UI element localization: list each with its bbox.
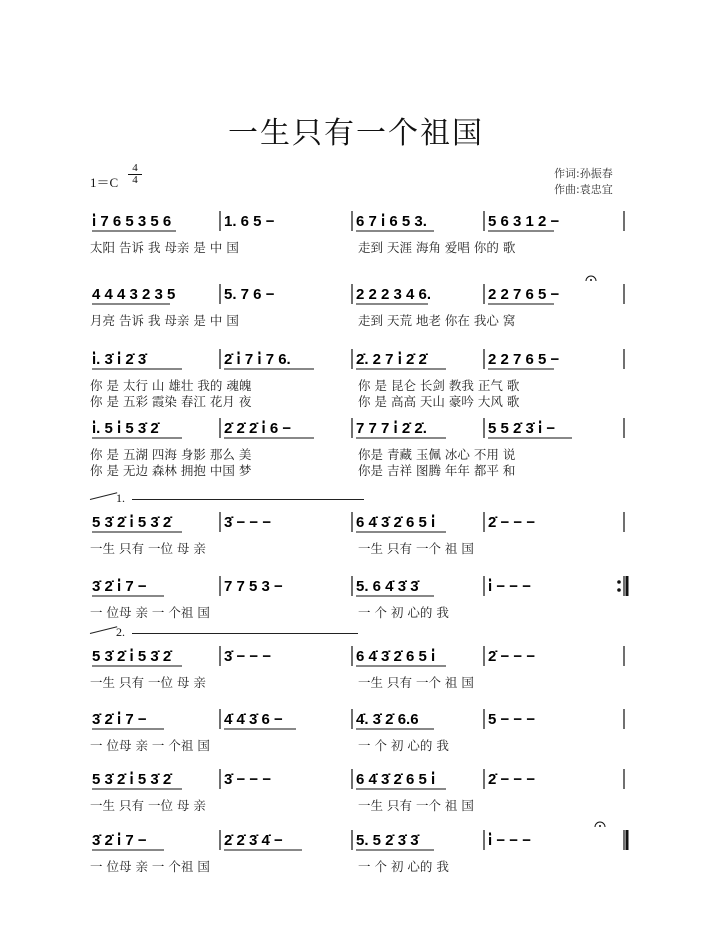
lyric-line: 你是 吉祥 图腾 年年 都平 和 — [358, 463, 516, 478]
repeat-dot — [617, 580, 621, 584]
lyric-line: 你 是 高高 天山 豪吟 大风 歌 — [358, 394, 520, 409]
lyric-line: 一生 只有 一个 祖 国 — [358, 798, 474, 813]
lyric-line: 一生 只有 一个 祖 国 — [358, 675, 474, 690]
note-group: 1. 6 5 − — [224, 213, 275, 230]
lyric-line: 一生 只有 一位 母 亲 — [90, 541, 206, 556]
note-group: 5 3̇ 2̇ i̇ 5 3̇ 2̇ — [92, 514, 172, 531]
note-group: 6 7 i̇ 6 5 3. — [356, 213, 427, 230]
note-group: i̇ 7 6 5 3 5 6 — [92, 213, 172, 230]
note-group: 2 2 7 6 5 − — [488, 351, 560, 368]
note-group: 6 4̇ 3̇ 2̇ 6 5 i̇ — [356, 514, 436, 531]
fermata-dot — [590, 279, 592, 281]
note-group: 3̇ 2̇ i̇ 7 − — [92, 832, 147, 849]
note-group: 4 4 4 3 2 3 5 — [92, 286, 176, 303]
note-group: 2 2 2 3 4 6. — [356, 286, 432, 303]
note-group: 7 7 7 i̇ 2̇ 2̇. — [356, 420, 427, 437]
note-group: 3̇ 2̇ i̇ 7 − — [92, 711, 147, 728]
lyric-line: 一生 只有 一个 祖 国 — [358, 541, 474, 556]
fermata-dot — [599, 825, 601, 827]
note-group: 6 4̇ 3̇ 2̇ 6 5 i̇ — [356, 648, 436, 665]
note-group: 2̇. 2 7 i̇ 2̇ 2̇ — [356, 351, 427, 368]
lyric-line: 一 个 初 心的 我 — [358, 859, 449, 874]
note-group: 2̇ i̇ 7 i̇ 7 6. — [224, 351, 291, 368]
note-group: i̇. 3̇ i̇ 2̇ 3̇ — [92, 351, 147, 368]
repeat-dot — [617, 588, 621, 592]
lyric-line: 你 是 昆仑 长剑 教我 正气 歌 — [358, 378, 520, 393]
note-group: 2̇ − − − — [488, 771, 536, 788]
note-group: 5 6 3 1 2 − — [488, 213, 560, 230]
note-group: 2̇ − − − — [488, 514, 536, 531]
note-group: 4̇ 4̇ 3̇ 6 − — [224, 711, 283, 728]
lyric-line: 月亮 告诉 我 母亲 是 中 国 — [90, 313, 239, 328]
lyric-line: 一 个 初 心的 我 — [358, 605, 449, 620]
note-group: 5. 6 4̇ 3̇ 3̇ — [356, 578, 419, 595]
note-group: 3̇ 2̇ i̇ 7 − — [92, 578, 147, 595]
note-group: 2̇ 2̇ 2̇ i̇ 6 − — [224, 420, 292, 437]
lyric-line: 一 位母 亲 一 个祖 国 — [90, 738, 210, 753]
composer-credit: 作曲:袁忠宜 — [554, 183, 613, 196]
note-group: 5 5 2̇ 3̇ i̇ − — [488, 420, 556, 437]
key-signature: 1＝C — [90, 175, 119, 190]
lyric-line: 你 是 五湖 四海 身影 那么 美 — [90, 447, 252, 462]
lyric-line: 一生 只有 一位 母 亲 — [90, 675, 206, 690]
first-ending-label: 1. — [116, 491, 125, 505]
note-group: 5. 7 6 − — [224, 286, 275, 303]
note-group: 2̇ 2̇ 3̇ 4̇ − — [224, 832, 283, 849]
lyric-line: 走到 天涯 海角 爱唱 你的 歌 — [358, 240, 516, 255]
note-group: 5 − − − — [488, 711, 536, 728]
note-group: 4̇. 3̇ 2̇ 6.6 — [356, 711, 419, 728]
second-ending-label: 2. — [116, 625, 125, 639]
lyric-line: 太阳 告诉 我 母亲 是 中 国 — [90, 240, 239, 255]
note-group: 5 3̇ 2̇ i̇ 5 3̇ 2̇ — [92, 648, 172, 665]
note-group: 3̇ − − − — [224, 771, 272, 788]
lyric-line: 走到 天荒 地老 你在 我心 窝 — [358, 313, 516, 328]
note-group: i̇ − − − — [488, 578, 531, 595]
meter-bottom: 4 — [128, 174, 142, 186]
note-group: 6 4̇ 3̇ 2̇ 6 5 i̇ — [356, 771, 436, 788]
note-group: 5 3̇ 2̇ i̇ 5 3̇ 2̇ — [92, 771, 172, 788]
lyric-line: 你 是 无边 森林 拥抱 中国 梦 — [90, 463, 252, 478]
lyric-line: 你 是 太行 山 雄壮 我的 魂魄 — [90, 378, 252, 393]
lyric-line: 一生 只有 一位 母 亲 — [90, 798, 206, 813]
song-title: 一生只有一个祖国 — [228, 116, 484, 151]
note-group: 5. 5 2̇ 3̇ 3̇ — [356, 832, 419, 849]
note-group: 7 7 5 3 − — [224, 578, 283, 595]
lyric-line: 你是 青藏 玉佩 冰心 不用 说 — [358, 447, 516, 462]
note-group: 2̇ − − − — [488, 648, 536, 665]
lyric-line: 一 位母 亲 一 个祖 国 — [90, 859, 210, 874]
note-group: i̇ − − − — [488, 832, 531, 849]
meter-top: 4 — [132, 162, 138, 174]
note-group: i̇. 5 i̇ 5 3̇ 2̇ — [92, 420, 159, 437]
note-group: 2 2 7 6 5 − — [488, 286, 560, 303]
note-group: 3̇ − − − — [224, 514, 272, 531]
lyric-line: 一 个 初 心的 我 — [358, 738, 449, 753]
note-group: 3̇ − − − — [224, 648, 272, 665]
lyricist-credit: 作词:孙振春 — [554, 167, 613, 180]
lyric-line: 一 位母 亲 一 个祖 国 — [90, 605, 210, 620]
lyric-line: 你 是 五彩 霞染 春江 花月 夜 — [90, 394, 252, 409]
